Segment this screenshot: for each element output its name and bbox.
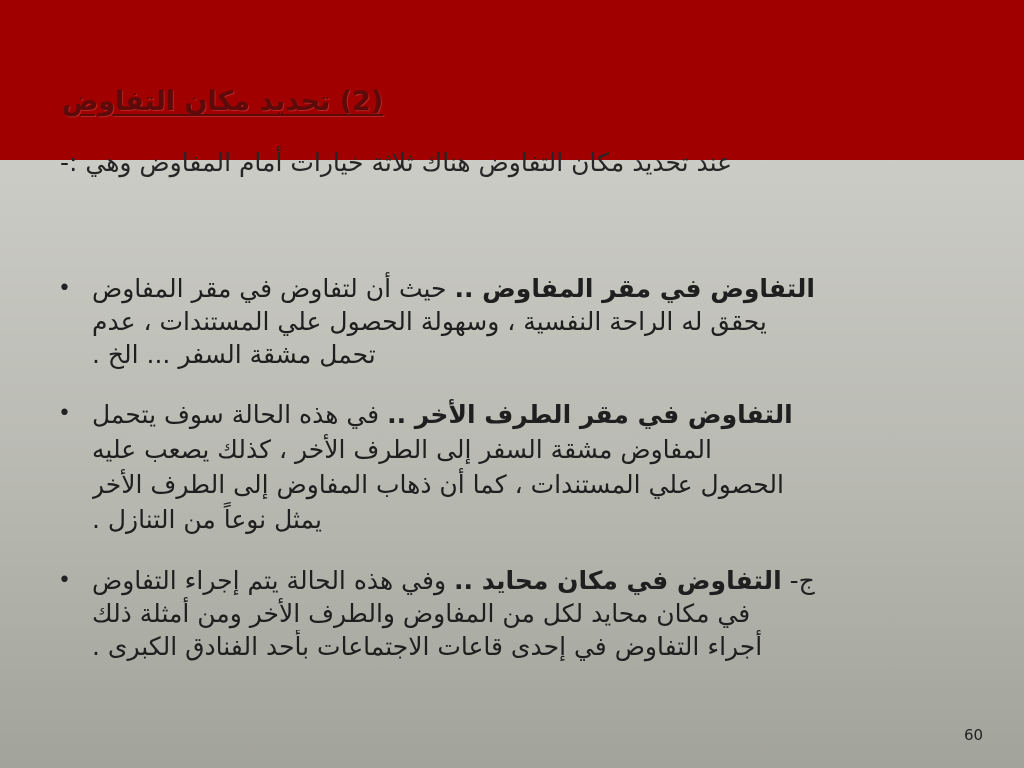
bullet-marker: • xyxy=(58,401,71,426)
bullet-text-block xyxy=(92,397,972,537)
bullet-line: الحصول علي المستندات ، كما أن ذهاب المفاوض إلى الطرف الأخر xyxy=(92,470,784,499)
bullet-marker: • xyxy=(58,276,71,301)
bullet-line xyxy=(92,397,972,432)
bullet-text-block xyxy=(92,564,972,663)
bullet-text: في هذه الحالة سوف يتحمل xyxy=(92,400,388,429)
bullet-line: يمثل نوعاً من التنازل . xyxy=(92,505,322,534)
bullet-heading: التفاوض في مقر المفاوض .. xyxy=(454,274,815,303)
bullet-line: المفاوض مشقة السفر إلى الطرف الأخر ، كذلك يصعب عليه xyxy=(92,435,712,464)
bullet-heading: التفاوض في مقر الطرف الأخر .. xyxy=(387,400,793,429)
bullet-text-block xyxy=(92,272,972,371)
slide-title-number: (2) xyxy=(339,86,384,117)
bullet-line: في مكان محايد لكل من المفاوض والطرف الأخر ومن أمثلة ذلك xyxy=(92,599,751,628)
bullet-line xyxy=(92,272,972,305)
intro-text: عند تحديد مكان التفاوض هناك ثلاثة خيارات أمام المفاوض وهي :- xyxy=(60,148,733,177)
bullet-text: وفي هذه الحالة يتم إجراء التفاوض xyxy=(92,566,454,595)
page-number: 60 xyxy=(964,726,984,744)
slide-title xyxy=(62,84,383,120)
header-band xyxy=(0,0,1024,160)
bullet-marker: • xyxy=(58,568,71,593)
slide-title-text: تحديد مكان التفاوض xyxy=(62,86,331,117)
bullet-line xyxy=(92,564,972,597)
bullet-line: تحمل مشقة السفر ... الخ . xyxy=(92,340,376,369)
bullet-text: حيث أن لتفاوض في مقر المفاوض xyxy=(92,274,455,303)
bullet-line: أجراء التفاوض في إحدى قاعات الاجتماعات بأحد الفنادق الكبرى . xyxy=(92,632,763,661)
bullet-line: يحقق له الراحة النفسية ، وسهولة الحصول علي المستندات ، عدم xyxy=(92,307,767,336)
bullet-heading: التفاوض في مكان محايد .. xyxy=(454,566,782,595)
bullet-prefix: ج- xyxy=(781,566,815,595)
